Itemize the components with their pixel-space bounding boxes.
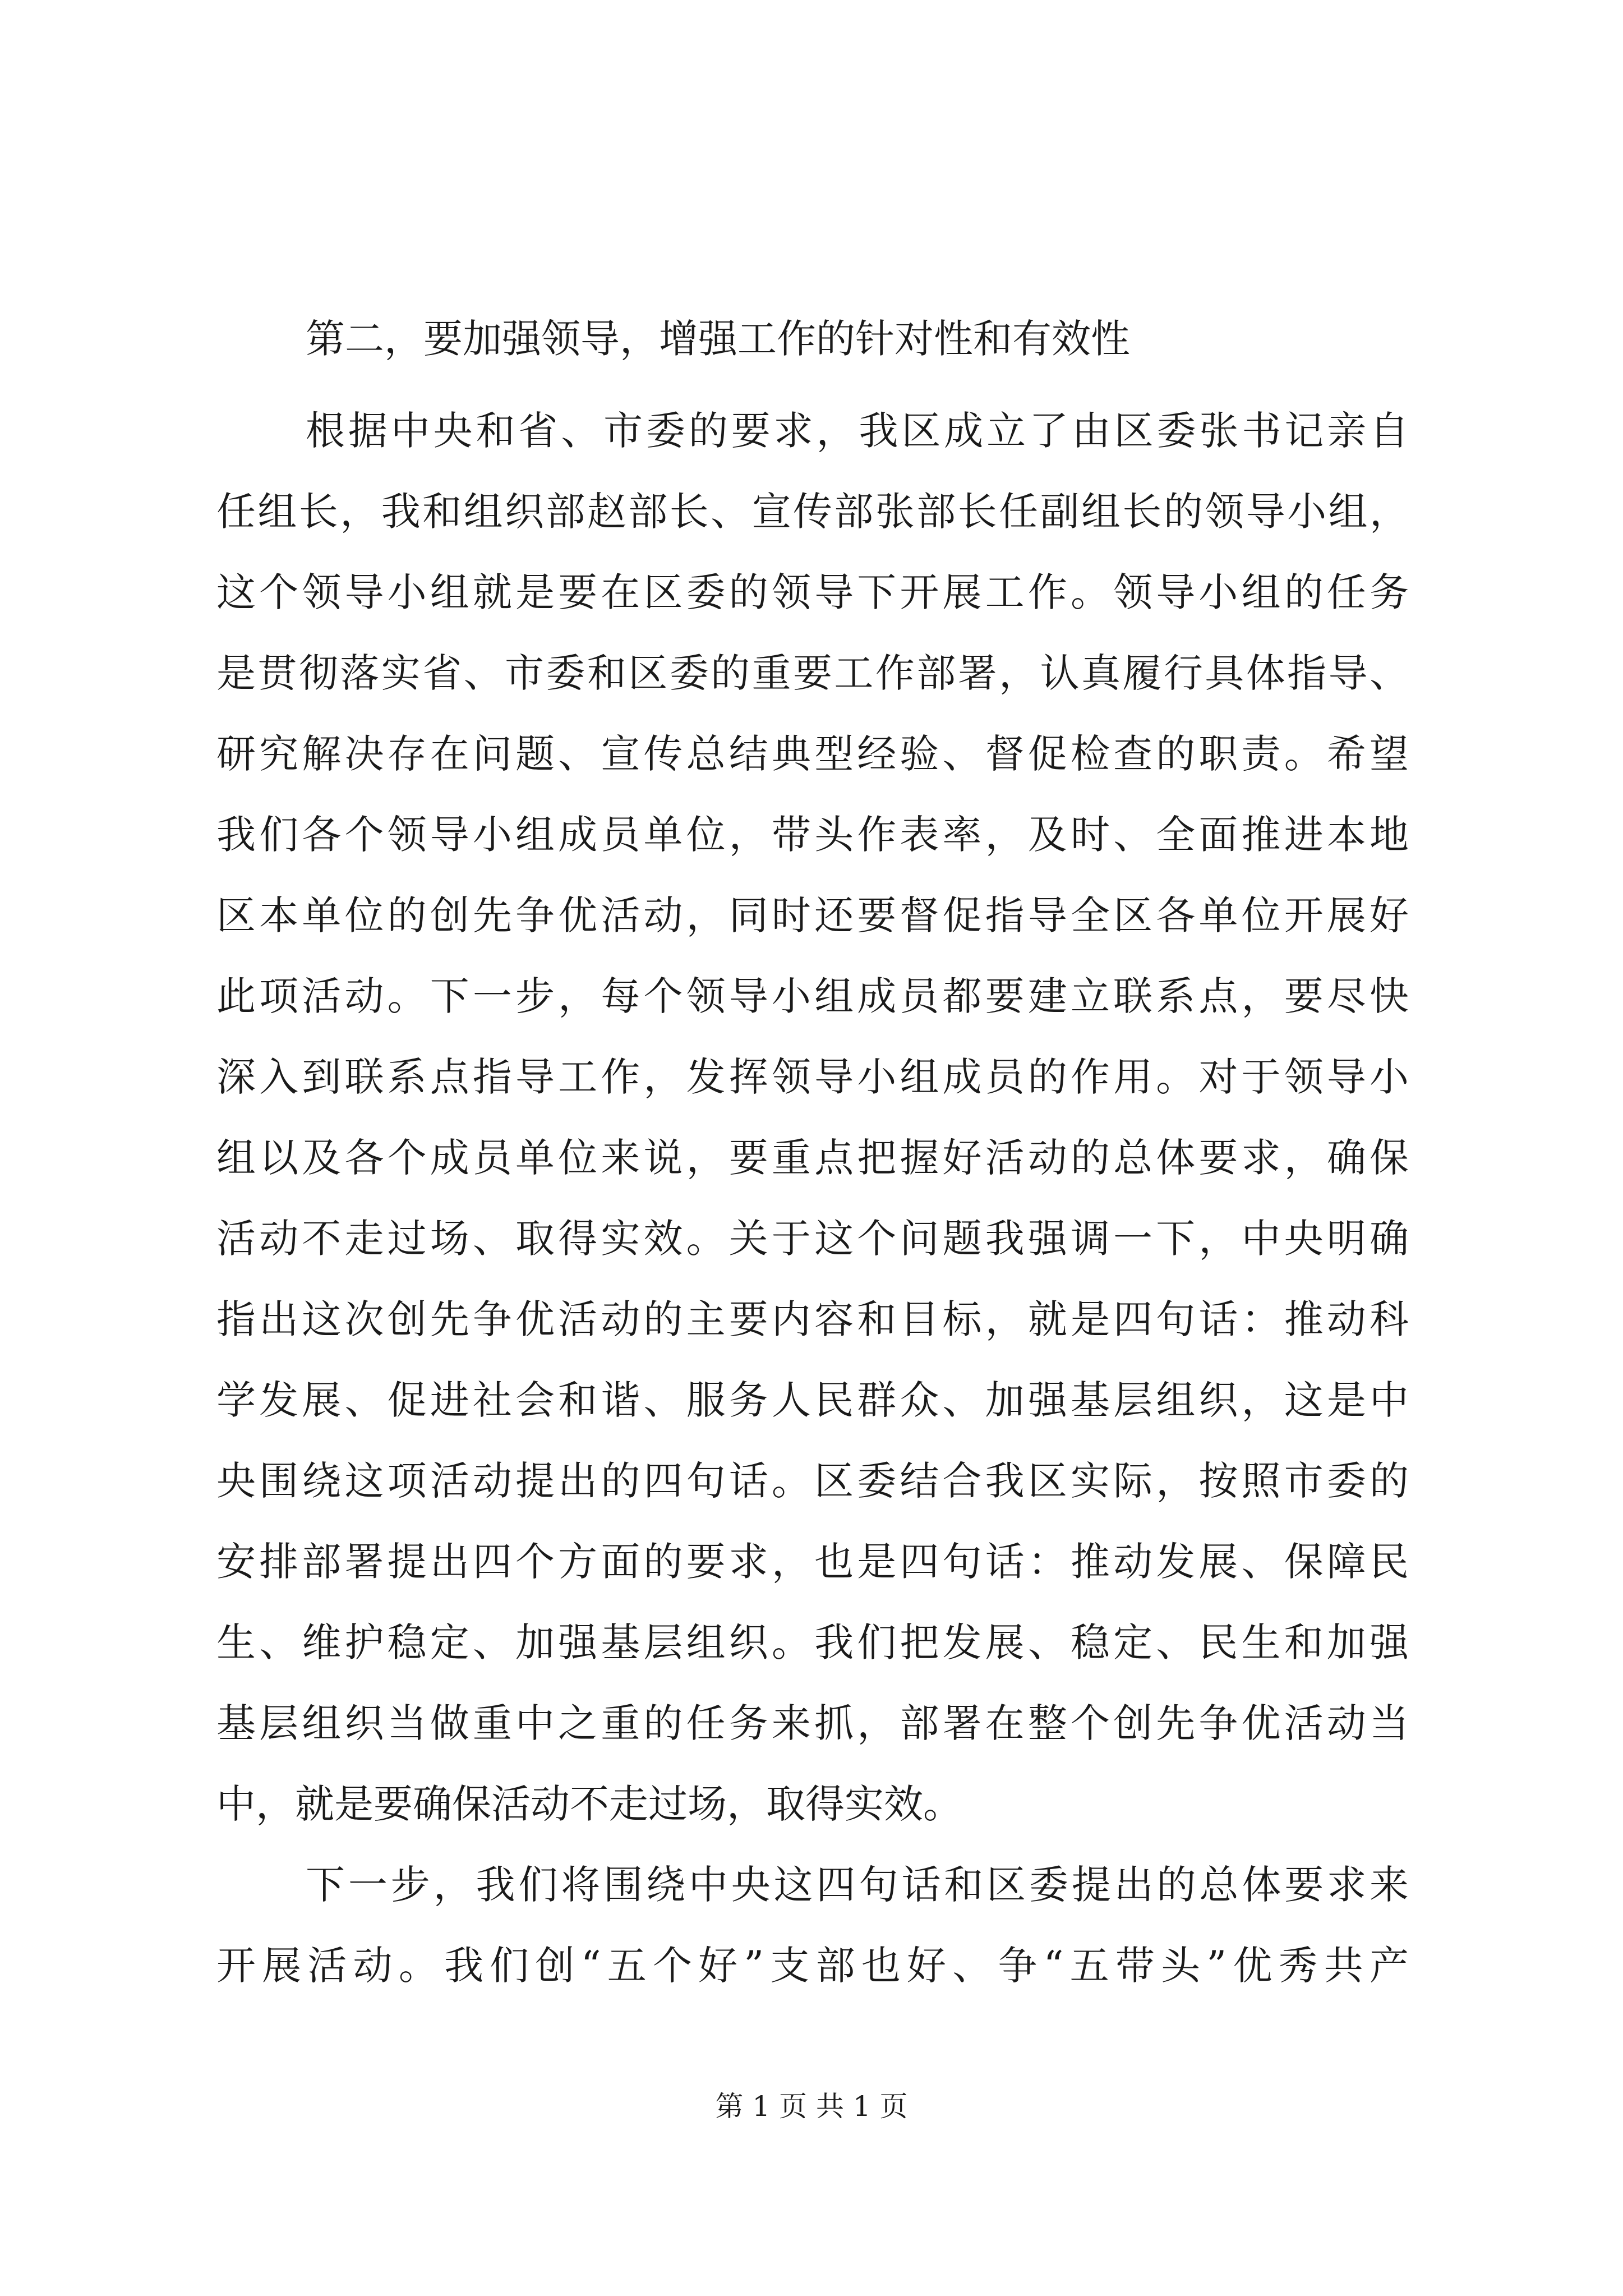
paragraph-line: 下一步，我们将围绕中央这四句话和区委提出的总体要求来 — [306, 1862, 1409, 1908]
paragraph-line: 是贯彻落实省、市委和区委的重要工作部署，认真履行具体指导、 — [216, 650, 1409, 696]
paragraph-line: 区本单位的创先争优活动，同时还要督促指导全区各单位开展好 — [216, 892, 1409, 938]
section-heading: 第二，要加强领导，增强工作的针对性和有效性 — [306, 316, 1130, 362]
paragraph-line: 指出这次创先争优活动的主要内容和目标，就是四句话：推动科 — [216, 1296, 1409, 1342]
paragraph-line: 基层组织当做重中之重的任务来抓，部署在整个创先争优活动当 — [216, 1700, 1409, 1746]
paragraph-line: 研究解决存在问题、宣传总结典型经验、督促检查的职责。希望 — [216, 731, 1409, 777]
paragraph-line: 安排部署提出四个方面的要求，也是四句话：推动发展、保障民 — [216, 1539, 1409, 1585]
paragraph-line: 中，就是要确保活动不走过场，取得实效。 — [216, 1781, 962, 1827]
paragraph-line: 活动不走过场、取得实效。关于这个问题我强调一下，中央明确 — [216, 1216, 1409, 1262]
paragraph-line: 组以及各个成员单位来说，要重点把握好活动的总体要求，确保 — [216, 1135, 1409, 1181]
paragraph-line: 这个领导小组就是要在区委的领导下开展工作。领导小组的任务 — [216, 569, 1409, 615]
paragraph-line: 开展活动。我们创“五个好”支部也好、争“五带头”优秀共产 — [216, 1943, 1409, 1989]
paragraph-line: 任组长，我和组织部赵部长、宣传部张部长任副组长的领导小组， — [216, 489, 1409, 535]
paragraph-line: 深入到联系点指导工作，发挥领导小组成员的作用。对于领导小 — [216, 1054, 1409, 1100]
paragraph-line: 我们各个领导小组成员单位，带头作表率，及时、全面推进本地 — [216, 812, 1409, 858]
paragraph-line: 生、维护稳定、加强基层组织。我们把发展、稳定、民生和加强 — [216, 1619, 1409, 1665]
paragraph-line: 根据中央和省、市委的要求，我区成立了由区委张书记亲自 — [306, 408, 1409, 454]
page-footer: 第 1 页 共 1 页 — [715, 2090, 908, 2123]
paragraph-line: 此项活动。下一步，每个领导小组成员都要建立联系点，要尽快 — [216, 973, 1409, 1019]
paragraph-line: 央围绕这项活动提出的四句话。区委结合我区实际，按照市委的 — [216, 1458, 1409, 1504]
paragraph-line: 学发展、促进社会和谐、服务人民群众、加强基层组织，这是中 — [216, 1377, 1409, 1423]
